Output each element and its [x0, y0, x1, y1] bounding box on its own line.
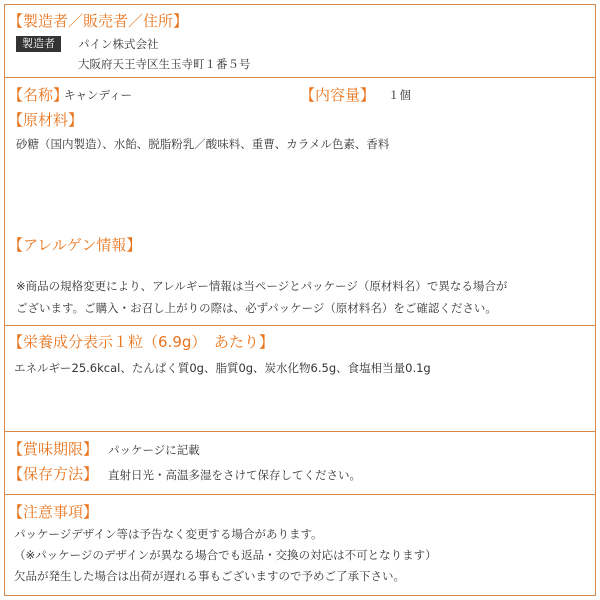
storage-heading: 【保存方法】: [8, 465, 99, 483]
notes-heading: 【注意事項】: [8, 503, 99, 521]
divider-storage: [4, 494, 596, 495]
nutrition-heading: 【栄養成分表示１粒（6.9g） あたり】: [8, 333, 274, 351]
notes-line-2: （※パッケージのデザインが異なる場合でも返品・交換の対応は不可となります）: [14, 548, 437, 562]
allergy-line-1: ※商品の規格変更により、アレルギー情報は当ページとパッケージ（原材料名）で異なる場合が: [16, 279, 508, 293]
ingredients-heading: 【原材料】: [8, 111, 84, 129]
maker-address: 大阪府天王寺区生玉寺町１番５号: [78, 57, 251, 71]
maker-badge: 製造者: [16, 36, 61, 52]
allergy-line-2: ございます。ご購入・お召し上がりの際は、必ずパッケージ（原材料名）をご確認ください。: [16, 301, 497, 315]
allergy-heading: 【アレルゲン情報】: [8, 236, 142, 254]
maker-company: パイン株式会社: [78, 37, 159, 51]
divider-allergy: [4, 325, 596, 326]
name-heading: 【名称】: [8, 86, 69, 104]
storage-value: 直射日光・高温多湿をさけて保存してください。: [108, 468, 361, 482]
content-value: １個: [388, 88, 411, 102]
nutrition-value: エネルギー25.6kcal、たんぱく質0g、脂質0g、炭水化物6.5g、食塩相当量0.1g: [14, 361, 431, 375]
divider-nutrition: [4, 431, 596, 432]
notes-line-3: 欠品が発生した場合は出荷が遅れる事もございますので予めご了承下さい。: [14, 569, 405, 583]
divider-maker: [4, 77, 596, 78]
content-heading: 【内容量】: [300, 86, 376, 104]
expiry-value: パッケージに記載: [108, 443, 200, 457]
ingredients-value: 砂糖（国内製造）、水飴、脱脂粉乳／酸味料、重曹、カラメル色素、香料: [16, 137, 390, 151]
notes-line-1: パッケージデザイン等は予告なく変更する場合があります。: [14, 527, 323, 541]
name-value: キャンディー: [64, 88, 133, 102]
maker-heading: 【製造者／販売者／住所】: [8, 12, 189, 30]
expiry-heading: 【賞味期限】: [8, 440, 99, 458]
